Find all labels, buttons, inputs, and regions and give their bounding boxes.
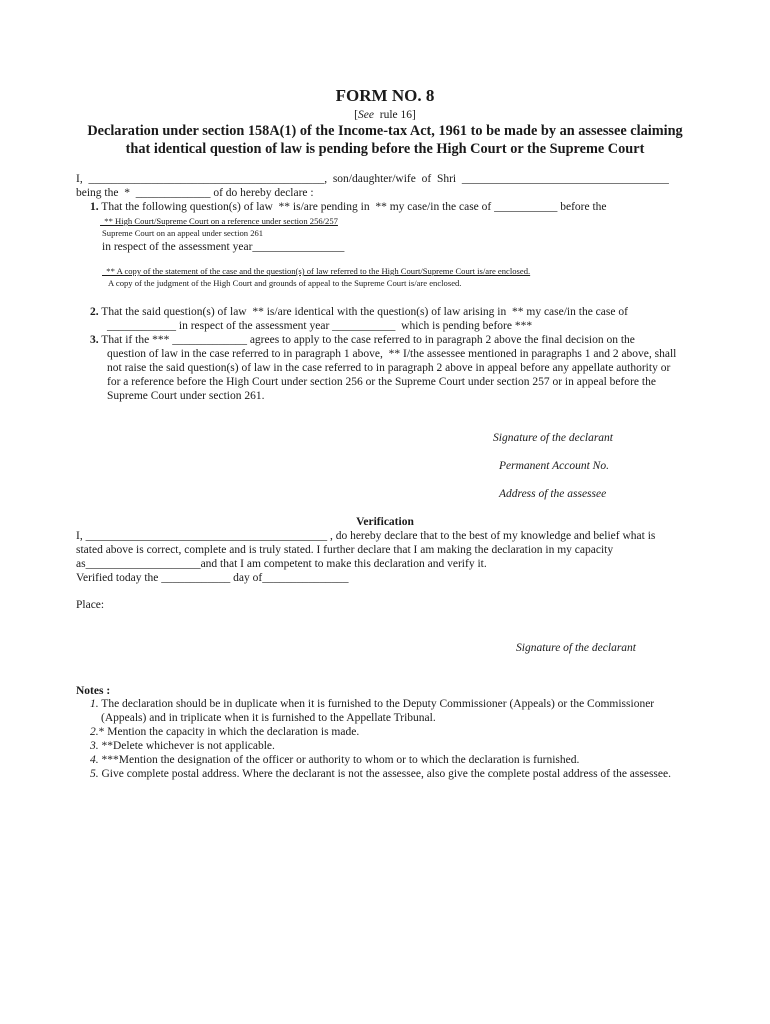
paragraph-3-text: That if the *** _____________ agrees to apply to the case referred to in paragraph 2 above the final decision on the <box>98 334 635 346</box>
paragraph-3-line-2: question of law in the case referred to in paragraph 1 above, ** I/the assessee mentioned in paragraphs 1 and 2 above, shall <box>107 348 677 360</box>
paragraph-2-number: 2. <box>90 306 99 318</box>
verification-line-2: stated above is correct, complete and is truly stated. I further declare that I am making the declaration in my capacity <box>76 544 614 556</box>
paragraph-3-line-4: for a reference before the High Court under section 256 or the Supreme Court under section 257 or in appeal before the <box>107 376 656 388</box>
declarant-signature-label: Signature of the declarant <box>493 432 613 444</box>
note-text: ***Mention the designation of the officer or authority to whom or to which the declaration is furnished. <box>98 754 580 766</box>
note-text: The declaration should be in duplicate when it is furnished to the Deputy Commissioner (Appeals) or the Commissioner <box>98 698 655 710</box>
note-text: Give complete postal address. Where the declarant is not the assessee, also give the complete postal address of the assessee. <box>98 768 671 780</box>
verification-date-line: Verified today the ____________ day of_______________ <box>76 572 349 584</box>
note-text: **Delete whichever is not applicable. <box>98 740 275 752</box>
form-heading-line-1: Declaration under section 158A(1) of the Income-tax Act, 1961 to be made by an assessee claiming <box>87 123 683 139</box>
place-label: Place: <box>76 599 105 611</box>
paragraph-1-text: That the following question(s) of law ** is/are pending in ** my case/in the case of ___________ before the <box>98 201 607 213</box>
note-text: (Appeals) and in triplicate when it is furnished to the Appellate Tribunal. <box>101 712 436 724</box>
paragraph-1-number: 1. <box>90 201 99 213</box>
rule-reference <box>40 108 730 122</box>
note-item <box>101 711 436 725</box>
note-number: 3. <box>90 740 99 752</box>
note-text: * Mention the capacity in which the declaration is made. <box>98 726 360 738</box>
assessee-address-label: Address of the assessee <box>499 488 607 500</box>
verification-line-1: I, __________________________________________ , do hereby declare that to the best of my knowledge and belief what is <box>76 530 656 542</box>
paragraph-2-text: That the said question(s) of law ** is/are identical with the question(s) of law arising in ** my case/in the case of <box>98 306 628 318</box>
paragraph-1-option-reference: ** High Court/Supreme Court on a reference under section 256/257 <box>100 216 338 226</box>
form-title: FORM NO. 8 <box>335 86 435 105</box>
paragraph-3-line-3: not raise the said question(s) of law in the case referred to in paragraph 2 above in appeal before any appellate authority or <box>107 362 671 374</box>
paragraph-3-number: 3. <box>90 334 99 346</box>
note-number: 1. <box>90 698 99 710</box>
verification-line-3: as____________________and that I am competent to make this declaration and verify it. <box>76 558 487 570</box>
pan-label: Permanent Account No. <box>499 460 609 472</box>
rule-reference-open: [ <box>354 109 359 121</box>
note-item <box>90 739 275 753</box>
rule-reference-rest: rule 16] <box>373 109 416 121</box>
paragraph-2-line-1 <box>90 305 628 319</box>
paragraph-2-line-2: ____________ in respect of the assessment year ___________ which is pending before *** <box>107 320 533 332</box>
note-number: 2. <box>90 726 99 738</box>
note-item <box>90 725 359 739</box>
declarant-name-line: I, _________________________________________, son/daughter/wife of Shri ____________________________________ <box>76 173 669 185</box>
notes-heading: Notes : <box>76 685 111 697</box>
paragraph-3-line-1 <box>90 333 635 347</box>
paragraph-1-assessment-year: in respect of the assessment year________________ <box>102 241 345 253</box>
note-number: 5. <box>90 768 99 780</box>
capacity-line: being the * _____________ of do hereby declare : <box>76 187 314 199</box>
note-item <box>90 697 654 711</box>
note-number: 4. <box>90 754 99 766</box>
rule-reference-see: See <box>358 109 374 121</box>
enclosure-option-judgment: A copy of the judgment of the High Court and grounds of appeal to the Supreme Court is/are enclosed. <box>108 278 462 288</box>
verification-signature-label: Signature of the declarant <box>516 642 636 654</box>
enclosure-option-statement: ** A copy of the statement of the case and the question(s) of law referred to the High Court/Supreme Court is/are enclosed. <box>102 266 531 276</box>
form-heading-line-2: that identical question of law is pending before the High Court or the Supreme Court <box>125 141 645 157</box>
paragraph-1-option-appeal: Supreme Court on an appeal under section 261 <box>102 228 264 238</box>
paragraph-1-line-1 <box>90 200 607 214</box>
note-item <box>90 767 671 781</box>
note-item <box>90 753 579 767</box>
paragraph-3-line-5: Supreme Court under section 261. <box>107 390 265 402</box>
verification-heading: Verification <box>356 516 414 528</box>
